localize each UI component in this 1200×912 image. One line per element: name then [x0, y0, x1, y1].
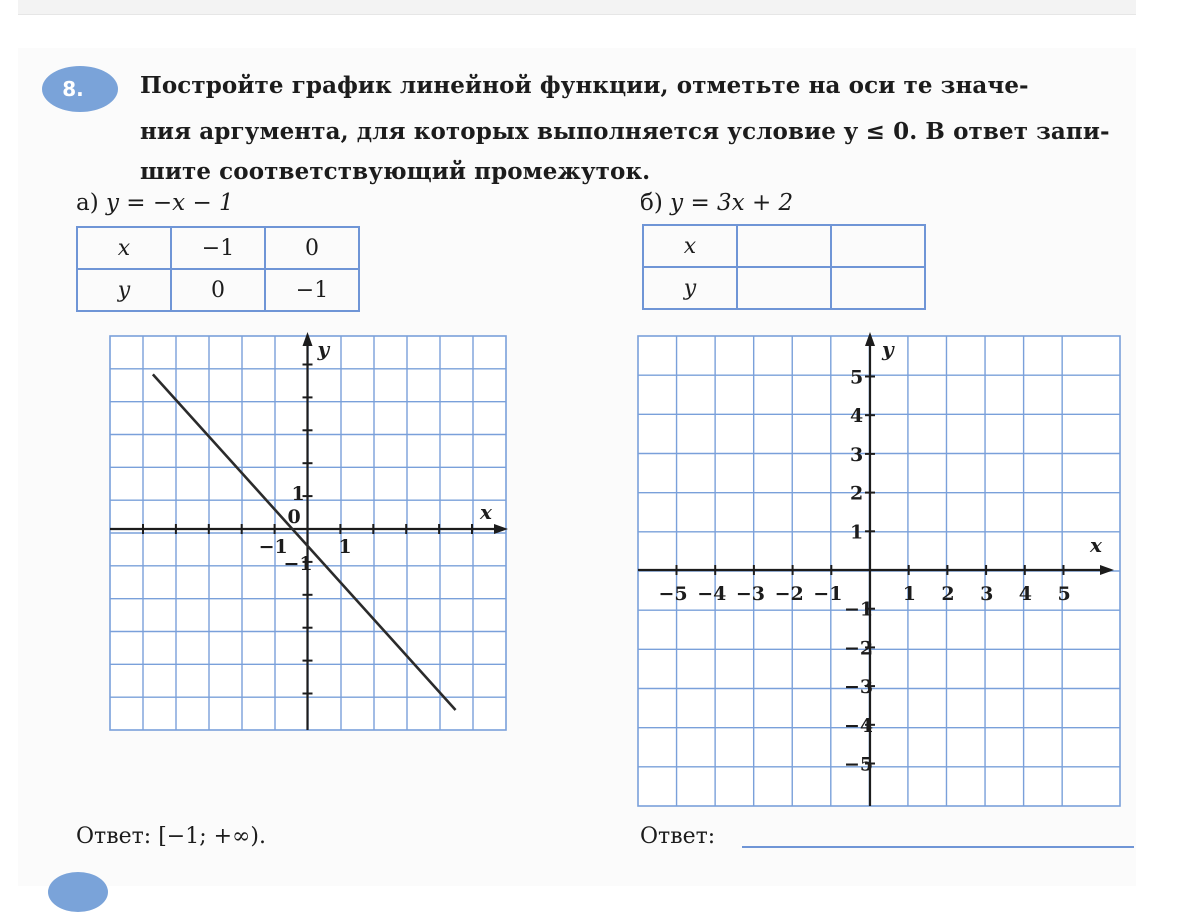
part-a-title	[76, 190, 234, 216]
table-cell-empty[interactable]	[831, 225, 925, 267]
y-tick-label: −3	[844, 676, 874, 699]
table-cell: 0	[265, 227, 359, 269]
part-b-label: б)	[640, 190, 663, 216]
y-tick-label: 2	[850, 482, 864, 505]
y-tick-label: 1	[291, 483, 305, 506]
prompt-line-1: Постройте график линейной функции, отметьте на оси те значе-	[140, 72, 1029, 99]
table-row	[77, 269, 359, 311]
prompt-line-3: шите соответствующий промежуток.	[140, 158, 651, 185]
top-bar	[18, 0, 1136, 15]
table-x-header: x	[643, 225, 737, 267]
answer-b-label: Ответ:	[640, 824, 716, 849]
part-a-formula: y = −x − 1	[106, 190, 234, 216]
graph-a	[110, 336, 506, 730]
y-axis-label: y	[317, 337, 330, 361]
y-tick-label: 4	[850, 405, 864, 428]
part-b-title	[640, 190, 793, 216]
graph-b	[638, 336, 1120, 806]
table-cell-empty[interactable]	[737, 267, 831, 309]
answer-a-value: [−1; +∞).	[158, 824, 266, 849]
table-cell: −1	[171, 227, 265, 269]
y-tick-label: −1	[844, 598, 874, 621]
table-x-header: x	[77, 227, 171, 269]
x-tick-label: −1	[258, 536, 288, 558]
origin-label: 0	[287, 506, 301, 528]
x-tick-label: −3	[735, 583, 766, 605]
exercise-number-badge	[42, 66, 118, 112]
y-tick-label: 3	[850, 443, 864, 466]
y-tick-label: −4	[844, 714, 874, 737]
part-b-value-table	[642, 224, 926, 310]
table-row	[77, 227, 359, 269]
x-tick-label: −4	[697, 583, 727, 605]
y-tick-label: −2	[844, 637, 874, 660]
table-cell: 0	[171, 269, 265, 311]
y-tick-label: 5	[850, 366, 864, 389]
x-tick-label: −5	[658, 583, 688, 605]
x-tick-label: 1	[902, 583, 916, 605]
table-cell-empty[interactable]	[737, 225, 831, 267]
part-a-answer	[76, 824, 266, 849]
y-tick-label: −1	[283, 552, 313, 575]
exercise-number: 8.	[62, 77, 84, 101]
y-tick-label: −5	[844, 753, 874, 776]
table-y-header: y	[643, 267, 737, 309]
answer-b-line[interactable]	[742, 846, 1134, 848]
x-tick-label: 1	[338, 536, 352, 558]
y-tick-label: 1	[850, 521, 864, 544]
table-row	[643, 267, 925, 309]
part-a-label: а)	[76, 190, 99, 216]
x-tick-label: 3	[980, 583, 994, 605]
next-exercise-badge	[48, 872, 108, 912]
table-cell-empty[interactable]	[831, 267, 925, 309]
y-axis-label: y	[882, 337, 894, 361]
table-row	[643, 225, 925, 267]
x-tick-label: −1	[813, 583, 843, 605]
part-a-value-table	[76, 226, 360, 312]
x-tick-label: 5	[1057, 583, 1071, 605]
part-b-answer	[640, 824, 715, 849]
x-axis-label: x	[480, 500, 492, 524]
table-cell: −1	[265, 269, 359, 311]
prompt-line-2: ния аргумента, для которых выполняется условие y ≤ 0. В ответ запи-	[140, 118, 1110, 145]
x-tick-label: 2	[941, 583, 955, 605]
x-axis-label: x	[1090, 533, 1102, 557]
answer-a-label: Ответ:	[76, 824, 152, 849]
x-tick-label: −2	[774, 583, 804, 605]
x-tick-label: 4	[1018, 583, 1033, 605]
table-y-header: y	[77, 269, 171, 311]
part-b-formula: y = 3x + 2	[670, 190, 794, 216]
